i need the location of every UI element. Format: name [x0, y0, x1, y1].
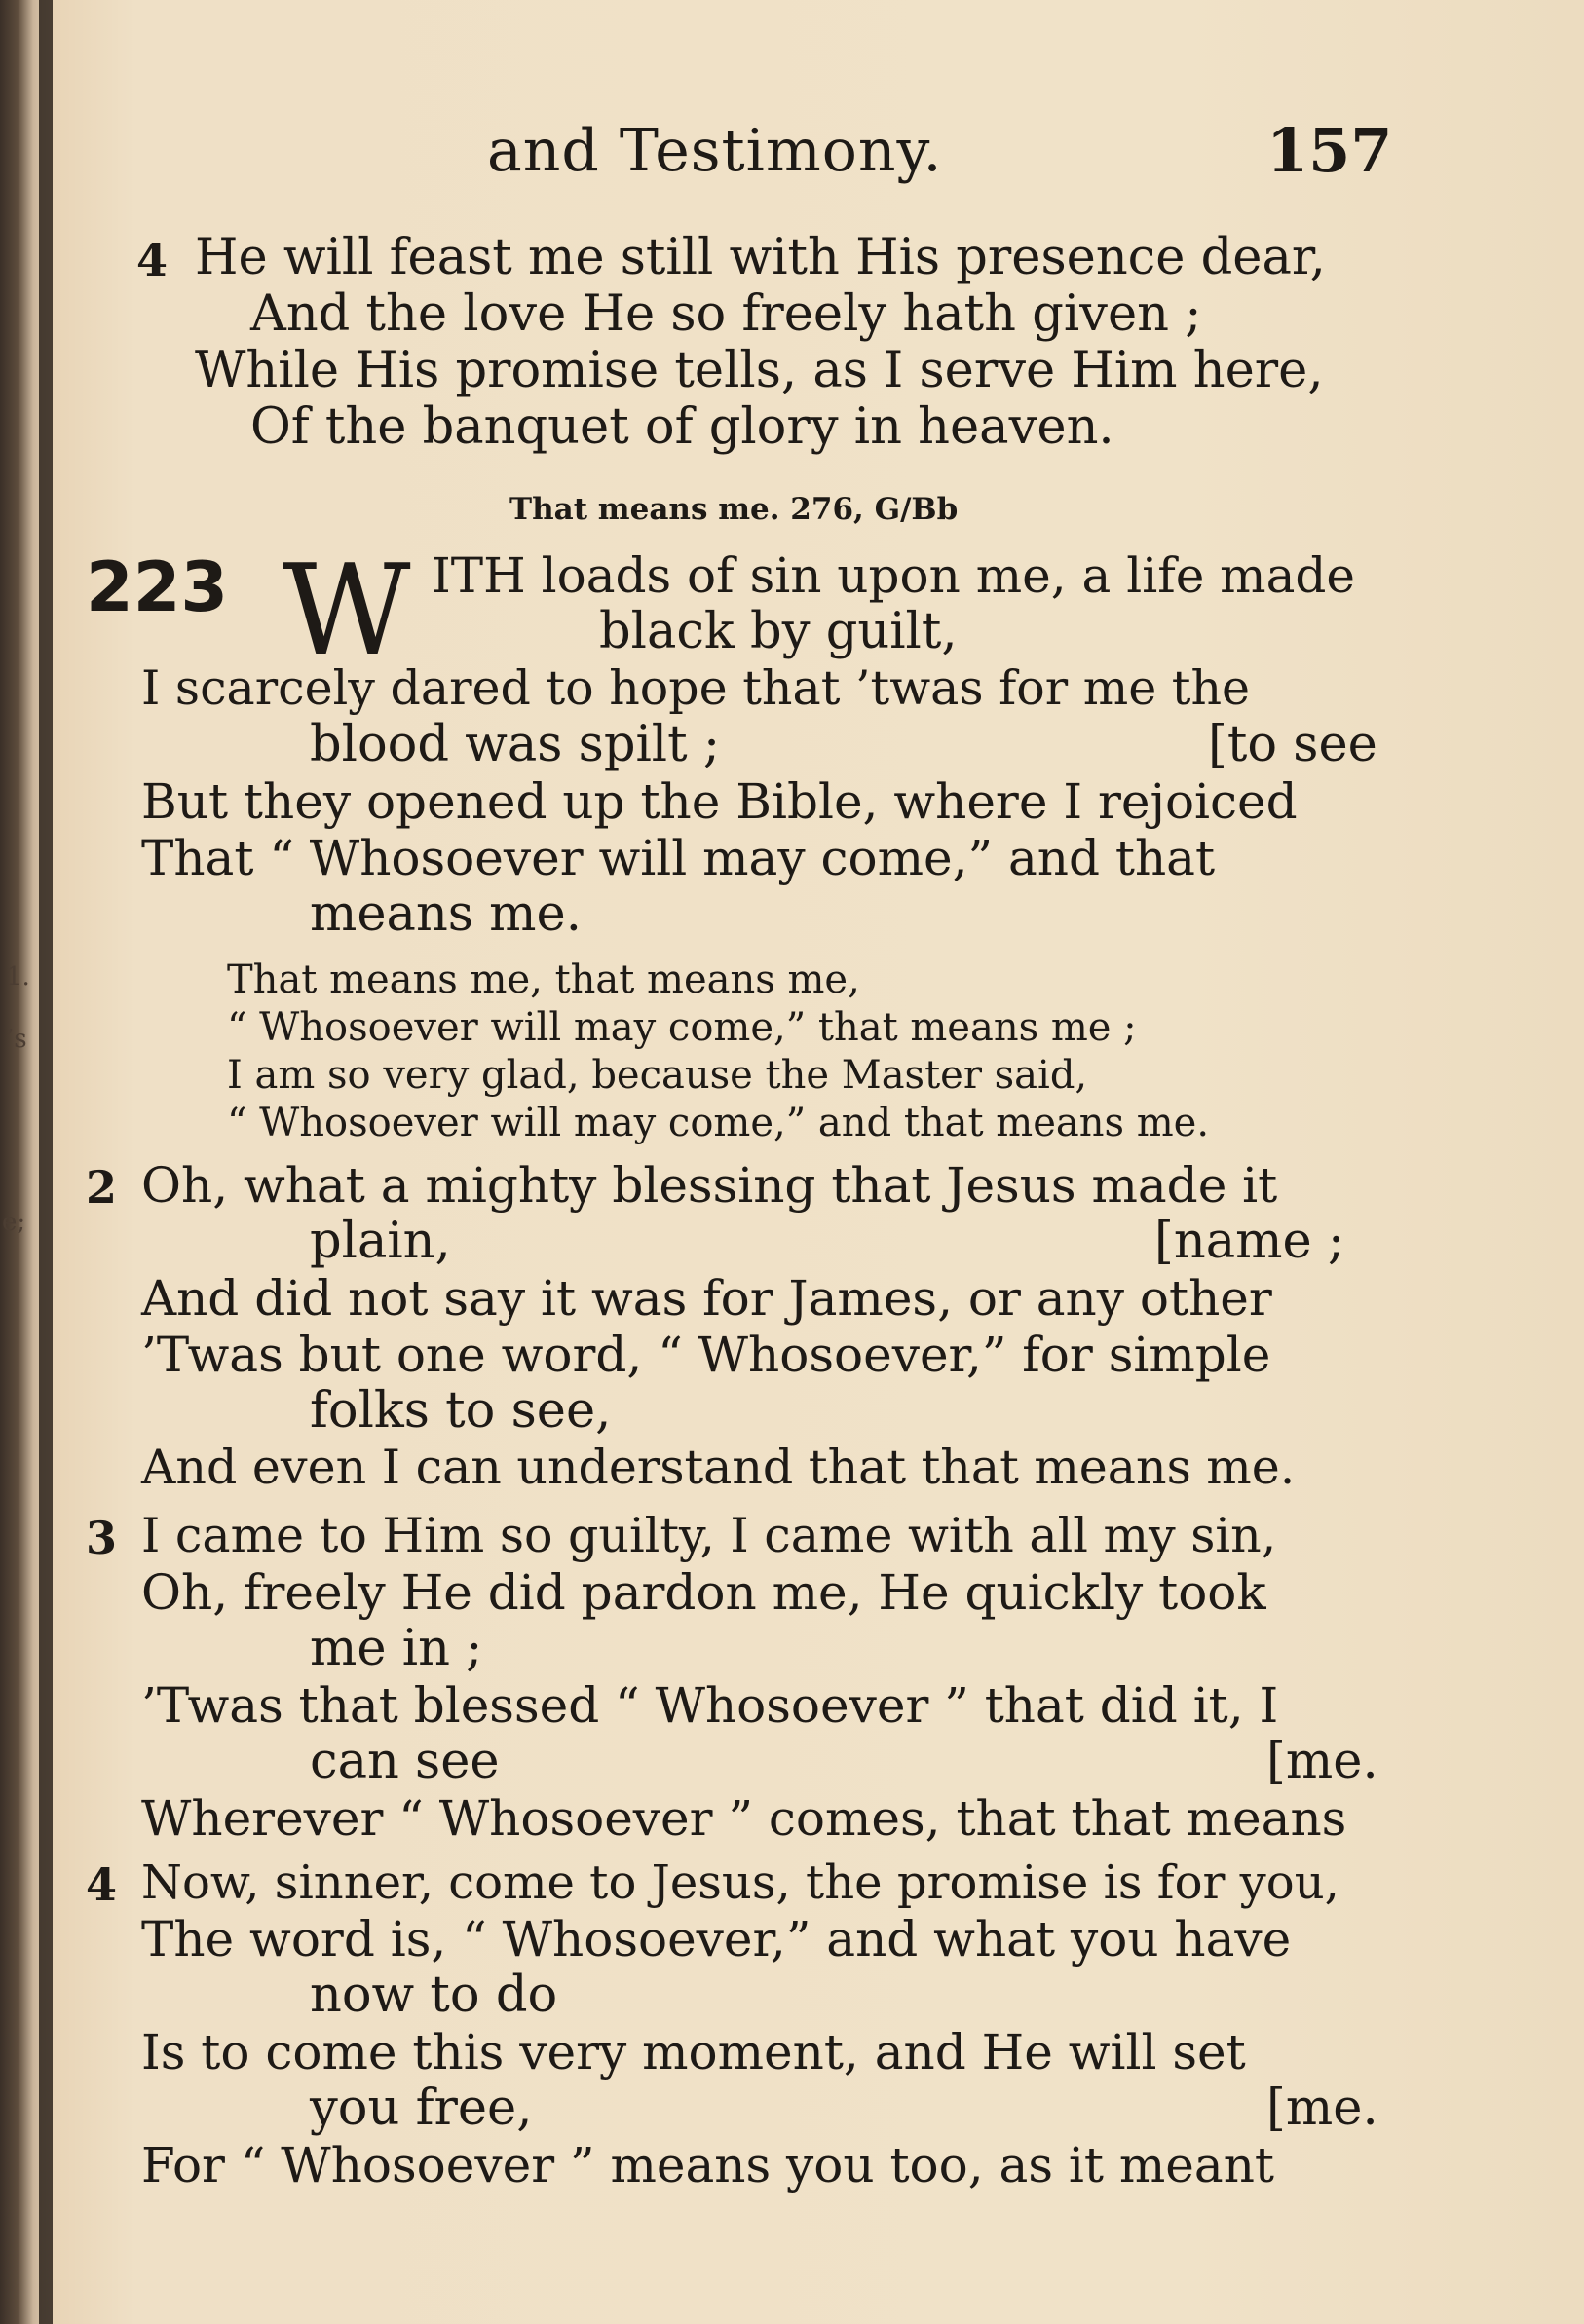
margin-fragment: e;	[2, 1208, 26, 1237]
stanza-line: I came to Him so guilty, I came with all my sin,	[141, 1508, 1277, 1563]
stanza-line: The word is, “ Whosoever,” and what you have	[141, 1911, 1292, 1968]
stanza-line: Now, sinner, come to Jesus, the promise is for you,	[141, 1855, 1339, 1910]
chorus-line: “ Whosoever will may come,” and that means me.	[227, 1101, 1210, 1145]
stanza-line: He will feast me still with His presence dear,	[195, 229, 1326, 286]
stanza-line: you free,	[310, 2080, 533, 2137]
stanza-line: But they opened up the Bible, where I rejoiced	[141, 773, 1298, 830]
verse-number: 3	[86, 1512, 118, 1564]
stanza-line: Of the banquet of glory in heaven.	[250, 398, 1114, 456]
stanza-line: [me.	[1266, 1733, 1378, 1790]
stanza-line: means me.	[310, 885, 582, 943]
stanza-line: [to see	[1208, 716, 1377, 773]
drop-cap: W	[283, 539, 411, 684]
stanza-line: now to do	[310, 1967, 558, 2024]
stanza-line: me in ;	[310, 1620, 483, 1677]
binding-gutter	[39, 0, 53, 2324]
chorus-line: That means me, that means me,	[227, 957, 860, 1002]
stanza-line: [name ;	[1154, 1213, 1345, 1270]
stanza-line: For “ Whosoever ” means you too, as it meant	[141, 2137, 1274, 2193]
stanza-line: folks to see,	[310, 1382, 612, 1440]
stanza-line: And did not say it was for James, or any other	[141, 1270, 1272, 1327]
stanza-line: Is to come this very moment, and He will set	[141, 2024, 1246, 2080]
stanza-line: That “ Whosoever will may come,” and that	[141, 830, 1216, 886]
page-number: 157	[1266, 115, 1393, 186]
margin-fragment: 1.	[6, 962, 30, 992]
stanza-line: While His promise tells, as I serve Him here,	[195, 342, 1324, 399]
stanza-line: ’Twas that blessed “ Whosoever ” that did it, I	[141, 1677, 1279, 1734]
running-header: and Testimony.	[487, 117, 943, 185]
tune-info: That means me. 276, G/Bb	[509, 492, 959, 527]
stanza-line: Oh, freely He did pardon me, He quickly took	[141, 1564, 1266, 1621]
stanza-line: blood was spilt ;	[310, 716, 720, 773]
stanza-line: plain,	[310, 1213, 451, 1270]
stanza-line: Oh, what a mighty blessing that Jesus made it	[141, 1157, 1278, 1214]
margin-fragment: ’s	[6, 1025, 27, 1054]
stanza-line: can see	[310, 1733, 500, 1790]
stanza-line: black by guilt,	[599, 603, 958, 660]
stanza-line: I scarcely dared to hope that ’twas for me the	[141, 660, 1251, 716]
verse-number: 4	[136, 234, 169, 286]
chorus-line: I am so very glad, because the Master said,	[227, 1053, 1088, 1098]
stanza-line: ITH loads of sin upon me, a life made	[432, 547, 1355, 604]
chorus-line: “ Whosoever will may come,” that means me ;	[227, 1005, 1137, 1050]
stanza-line: ’Twas but one word, “ Whosoever,” for simple	[141, 1327, 1271, 1383]
stanza-line: [me.	[1266, 2080, 1378, 2137]
verse-number: 4	[86, 1858, 118, 1911]
stanza-line: And even I can understand that that means me.	[141, 1440, 1296, 1495]
stanza-line: Wherever “ Whosoever ” comes, that that means	[141, 1790, 1347, 1847]
verse-number: 2	[86, 1161, 118, 1214]
hymn-number: 223	[86, 547, 229, 627]
stanza-line: And the love He so freely hath given ;	[250, 285, 1202, 343]
